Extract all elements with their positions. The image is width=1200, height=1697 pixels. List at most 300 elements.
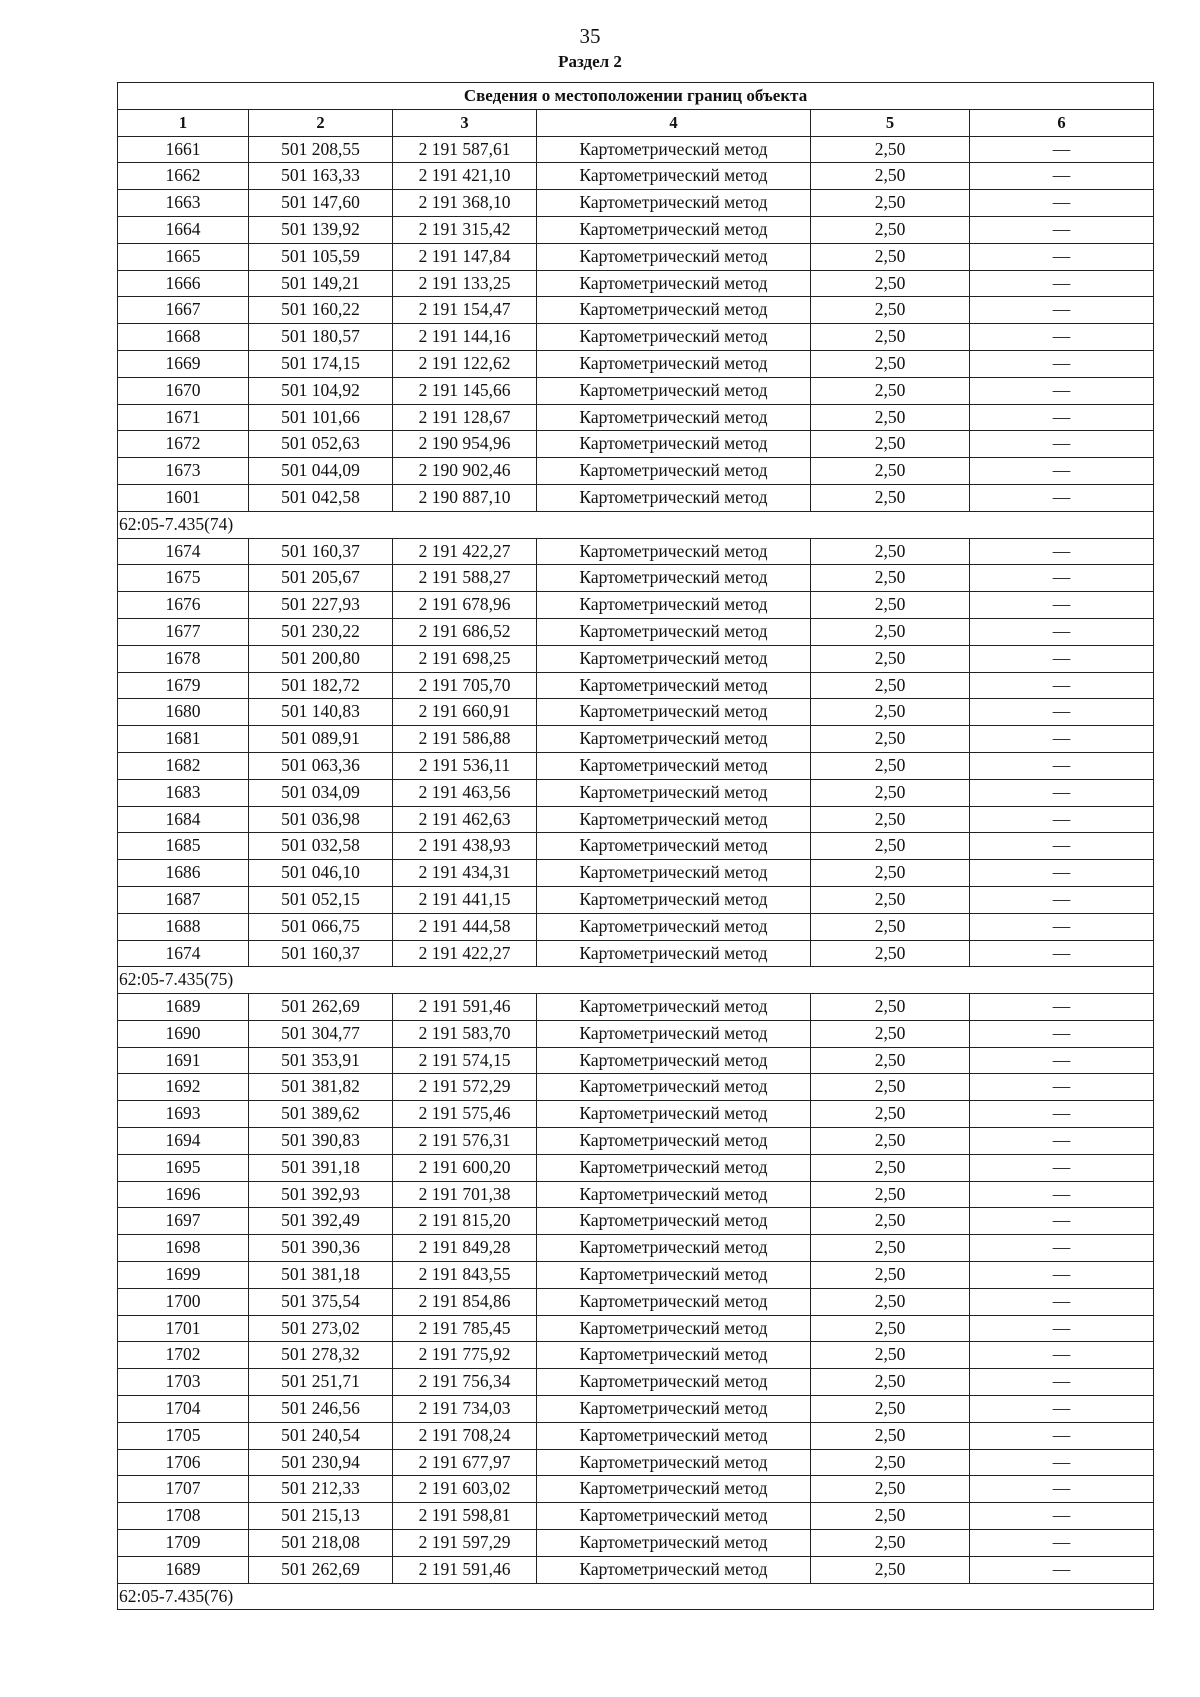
point-number-cell: 1684: [118, 806, 249, 833]
accuracy-cell: 2,50: [811, 592, 970, 619]
y-coordinate-cell: 2 191 441,15: [393, 886, 537, 913]
method-cell: Картометрический метод: [537, 1235, 811, 1262]
y-coordinate-cell: 2 191 438,93: [393, 833, 537, 860]
group-row: [118, 967, 1154, 994]
method-cell: Картометрический метод: [537, 618, 811, 645]
column-6-cell: —: [970, 1449, 1154, 1476]
y-coordinate-cell: 2 190 902,46: [393, 458, 537, 485]
point-number-cell: 1664: [118, 216, 249, 243]
column-header: 5: [811, 109, 970, 136]
table-row: [118, 860, 1154, 887]
column-6-cell: —: [970, 1101, 1154, 1128]
accuracy-cell: 2,50: [811, 1154, 970, 1181]
column-6-cell: —: [970, 1074, 1154, 1101]
accuracy-cell: 2,50: [811, 1396, 970, 1423]
method-cell: Картометрический метод: [537, 190, 811, 217]
accuracy-cell: 2,50: [811, 270, 970, 297]
point-number-cell: 1709: [118, 1530, 249, 1557]
method-cell: Картометрический метод: [537, 1315, 811, 1342]
table-row: [118, 833, 1154, 860]
y-coordinate-cell: 2 191 591,46: [393, 994, 537, 1021]
column-6-cell: —: [970, 1235, 1154, 1262]
method-cell: Картометрический метод: [537, 1101, 811, 1128]
boundary-coordinates-table: [117, 82, 1154, 1610]
point-number-cell: 1702: [118, 1342, 249, 1369]
x-coordinate-cell: 501 262,69: [249, 1556, 393, 1583]
x-coordinate-cell: 501 392,93: [249, 1181, 393, 1208]
table-row: [118, 484, 1154, 511]
table-row: [118, 806, 1154, 833]
x-coordinate-cell: 501 390,36: [249, 1235, 393, 1262]
point-number-cell: 1665: [118, 243, 249, 270]
x-coordinate-cell: 501 218,08: [249, 1530, 393, 1557]
y-coordinate-cell: 2 191 154,47: [393, 297, 537, 324]
group-row: [118, 511, 1154, 538]
column-6-cell: —: [970, 458, 1154, 485]
table-row: [118, 377, 1154, 404]
column-6-cell: —: [970, 1181, 1154, 1208]
y-coordinate-cell: 2 191 843,55: [393, 1262, 537, 1289]
table-row: [118, 404, 1154, 431]
x-coordinate-cell: 501 304,77: [249, 1020, 393, 1047]
x-coordinate-cell: 501 063,36: [249, 752, 393, 779]
column-6-cell: —: [970, 216, 1154, 243]
accuracy-cell: 2,50: [811, 377, 970, 404]
point-number-cell: 1670: [118, 377, 249, 404]
column-6-cell: —: [970, 1208, 1154, 1235]
table-title: Сведения о местоположении границ объекта: [118, 83, 1154, 110]
accuracy-cell: 2,50: [811, 1556, 970, 1583]
point-number-cell: 1700: [118, 1288, 249, 1315]
y-coordinate-cell: 2 191 603,02: [393, 1476, 537, 1503]
accuracy-cell: 2,50: [811, 1449, 970, 1476]
accuracy-cell: 2,50: [811, 618, 970, 645]
method-cell: Картометрический метод: [537, 350, 811, 377]
table-row: [118, 1235, 1154, 1262]
method-cell: Картометрический метод: [537, 377, 811, 404]
x-coordinate-cell: 501 381,82: [249, 1074, 393, 1101]
table-row: [118, 1101, 1154, 1128]
column-6-cell: —: [970, 431, 1154, 458]
column-6-cell: —: [970, 1315, 1154, 1342]
point-number-cell: 1703: [118, 1369, 249, 1396]
column-6-cell: —: [970, 324, 1154, 351]
point-number-cell: 1683: [118, 779, 249, 806]
accuracy-cell: 2,50: [811, 1235, 970, 1262]
table-row: [118, 913, 1154, 940]
point-number-cell: 1690: [118, 1020, 249, 1047]
x-coordinate-cell: 501 227,93: [249, 592, 393, 619]
table-row: [118, 324, 1154, 351]
method-cell: Картометрический метод: [537, 1208, 811, 1235]
column-6-cell: —: [970, 538, 1154, 565]
method-cell: Картометрический метод: [537, 1369, 811, 1396]
table-row: [118, 1262, 1154, 1289]
accuracy-cell: 2,50: [811, 1208, 970, 1235]
table-row: [118, 1074, 1154, 1101]
group-row: [118, 1583, 1154, 1610]
accuracy-cell: 2,50: [811, 940, 970, 967]
cadastral-group-label: 62:05-7.435(75): [118, 967, 1154, 994]
y-coordinate-cell: 2 191 849,28: [393, 1235, 537, 1262]
x-coordinate-cell: 501 182,72: [249, 672, 393, 699]
accuracy-cell: 2,50: [811, 1101, 970, 1128]
y-coordinate-cell: 2 191 444,58: [393, 913, 537, 940]
table-row: [118, 752, 1154, 779]
accuracy-cell: 2,50: [811, 216, 970, 243]
column-6-cell: —: [970, 190, 1154, 217]
column-6-cell: —: [970, 913, 1154, 940]
column-header: 3: [393, 109, 537, 136]
table-row: [118, 136, 1154, 163]
x-coordinate-cell: 501 160,37: [249, 538, 393, 565]
table-row: [118, 699, 1154, 726]
table-row: [118, 1154, 1154, 1181]
column-6-cell: —: [970, 1422, 1154, 1449]
point-number-cell: 1679: [118, 672, 249, 699]
column-6-cell: —: [970, 163, 1154, 190]
y-coordinate-cell: 2 191 734,03: [393, 1396, 537, 1423]
y-coordinate-cell: 2 191 147,84: [393, 243, 537, 270]
accuracy-cell: 2,50: [811, 1074, 970, 1101]
column-6-cell: —: [970, 1369, 1154, 1396]
table-row: [118, 1315, 1154, 1342]
x-coordinate-cell: 501 052,63: [249, 431, 393, 458]
x-coordinate-cell: 501 147,60: [249, 190, 393, 217]
column-6-cell: —: [970, 618, 1154, 645]
column-6-cell: —: [970, 377, 1154, 404]
point-number-cell: 1704: [118, 1396, 249, 1423]
point-number-cell: 1689: [118, 1556, 249, 1583]
point-number-cell: 1675: [118, 565, 249, 592]
y-coordinate-cell: 2 191 422,27: [393, 940, 537, 967]
column-6-cell: —: [970, 940, 1154, 967]
accuracy-cell: 2,50: [811, 1342, 970, 1369]
point-number-cell: 1695: [118, 1154, 249, 1181]
accuracy-cell: 2,50: [811, 350, 970, 377]
column-6-cell: —: [970, 1262, 1154, 1289]
column-6-cell: —: [970, 1476, 1154, 1503]
point-number-cell: 1680: [118, 699, 249, 726]
accuracy-cell: 2,50: [811, 779, 970, 806]
y-coordinate-cell: 2 191 815,20: [393, 1208, 537, 1235]
point-number-cell: 1666: [118, 270, 249, 297]
method-cell: Картометрический метод: [537, 297, 811, 324]
table-row: [118, 1476, 1154, 1503]
column-6-cell: —: [970, 484, 1154, 511]
column-6-cell: —: [970, 565, 1154, 592]
point-number-cell: 1672: [118, 431, 249, 458]
x-coordinate-cell: 501 032,58: [249, 833, 393, 860]
accuracy-cell: 2,50: [811, 458, 970, 485]
column-6-cell: —: [970, 1556, 1154, 1583]
section-title: Раздел 2: [558, 52, 622, 71]
x-coordinate-cell: 501 104,92: [249, 377, 393, 404]
y-coordinate-cell: 2 191 588,27: [393, 565, 537, 592]
table-row: [118, 190, 1154, 217]
column-6-cell: —: [970, 297, 1154, 324]
accuracy-cell: 2,50: [811, 1315, 970, 1342]
method-cell: Картометрический метод: [537, 1074, 811, 1101]
accuracy-cell: 2,50: [811, 324, 970, 351]
y-coordinate-cell: 2 191 587,61: [393, 136, 537, 163]
column-6-cell: —: [970, 1342, 1154, 1369]
x-coordinate-cell: 501 391,18: [249, 1154, 393, 1181]
accuracy-cell: 2,50: [811, 833, 970, 860]
y-coordinate-cell: 2 191 315,42: [393, 216, 537, 243]
accuracy-cell: 2,50: [811, 404, 970, 431]
y-coordinate-cell: 2 191 708,24: [393, 1422, 537, 1449]
table-row: [118, 1342, 1154, 1369]
x-coordinate-cell: 501 381,18: [249, 1262, 393, 1289]
point-number-cell: 1707: [118, 1476, 249, 1503]
column-6-cell: —: [970, 350, 1154, 377]
method-cell: Картометрический метод: [537, 1154, 811, 1181]
method-cell: Картометрический метод: [537, 752, 811, 779]
point-number-cell: 1708: [118, 1503, 249, 1530]
y-coordinate-cell: 2 190 887,10: [393, 484, 537, 511]
column-6-cell: —: [970, 404, 1154, 431]
x-coordinate-cell: 501 174,15: [249, 350, 393, 377]
x-coordinate-cell: 501 208,55: [249, 136, 393, 163]
y-coordinate-cell: 2 191 133,25: [393, 270, 537, 297]
column-6-cell: —: [970, 1020, 1154, 1047]
method-cell: Картометрический метод: [537, 1449, 811, 1476]
y-coordinate-cell: 2 191 756,34: [393, 1369, 537, 1396]
x-coordinate-cell: 501 160,22: [249, 297, 393, 324]
y-coordinate-cell: 2 191 698,25: [393, 645, 537, 672]
accuracy-cell: 2,50: [811, 136, 970, 163]
method-cell: Картометрический метод: [537, 1047, 811, 1074]
point-number-cell: 1677: [118, 618, 249, 645]
x-coordinate-cell: 501 389,62: [249, 1101, 393, 1128]
y-coordinate-cell: 2 191 572,29: [393, 1074, 537, 1101]
point-number-cell: 1698: [118, 1235, 249, 1262]
x-coordinate-cell: 501 205,67: [249, 565, 393, 592]
method-cell: Картометрический метод: [537, 1288, 811, 1315]
point-number-cell: 1668: [118, 324, 249, 351]
y-coordinate-cell: 2 191 576,31: [393, 1128, 537, 1155]
point-number-cell: 1692: [118, 1074, 249, 1101]
column-6-cell: —: [970, 1154, 1154, 1181]
table-row: [118, 1422, 1154, 1449]
x-coordinate-cell: 501 034,09: [249, 779, 393, 806]
y-coordinate-cell: 2 191 775,92: [393, 1342, 537, 1369]
method-cell: Картометрический метод: [537, 565, 811, 592]
point-number-cell: 1681: [118, 726, 249, 753]
table-row: [118, 645, 1154, 672]
y-coordinate-cell: 2 191 422,27: [393, 538, 537, 565]
point-number-cell: 1663: [118, 190, 249, 217]
column-header: 1: [118, 109, 249, 136]
y-coordinate-cell: 2 191 785,45: [393, 1315, 537, 1342]
accuracy-cell: 2,50: [811, 699, 970, 726]
y-coordinate-cell: 2 191 434,31: [393, 860, 537, 887]
table-row: [118, 350, 1154, 377]
x-coordinate-cell: 501 101,66: [249, 404, 393, 431]
table-row: [118, 1556, 1154, 1583]
accuracy-cell: 2,50: [811, 243, 970, 270]
column-6-cell: —: [970, 779, 1154, 806]
x-coordinate-cell: 501 230,22: [249, 618, 393, 645]
page-number: 35: [579, 24, 601, 48]
x-coordinate-cell: 501 251,71: [249, 1369, 393, 1396]
table-row: [118, 458, 1154, 485]
point-number-cell: 1678: [118, 645, 249, 672]
point-number-cell: 1676: [118, 592, 249, 619]
x-coordinate-cell: 501 163,33: [249, 163, 393, 190]
cadastral-group-label: 62:05-7.435(76): [118, 1583, 1154, 1610]
method-cell: Картометрический метод: [537, 270, 811, 297]
y-coordinate-cell: 2 191 536,11: [393, 752, 537, 779]
column-6-cell: —: [970, 994, 1154, 1021]
cadastral-group-label: 62:05-7.435(74): [118, 511, 1154, 538]
column-6-cell: —: [970, 1503, 1154, 1530]
table-header: [118, 83, 1154, 137]
table-row: [118, 431, 1154, 458]
column-6-cell: —: [970, 752, 1154, 779]
accuracy-cell: 2,50: [811, 297, 970, 324]
y-coordinate-cell: 2 191 591,46: [393, 1556, 537, 1583]
point-number-cell: 1694: [118, 1128, 249, 1155]
table-row: [118, 994, 1154, 1021]
table-row: [118, 1020, 1154, 1047]
point-number-cell: 1701: [118, 1315, 249, 1342]
table-body: [118, 136, 1154, 1610]
column-6-cell: —: [970, 672, 1154, 699]
y-coordinate-cell: 2 191 660,91: [393, 699, 537, 726]
accuracy-cell: 2,50: [811, 1503, 970, 1530]
method-cell: Картометрический метод: [537, 886, 811, 913]
accuracy-cell: 2,50: [811, 1020, 970, 1047]
point-number-cell: 1674: [118, 538, 249, 565]
y-coordinate-cell: 2 190 954,96: [393, 431, 537, 458]
accuracy-cell: 2,50: [811, 994, 970, 1021]
y-coordinate-cell: 2 191 586,88: [393, 726, 537, 753]
point-number-cell: 1682: [118, 752, 249, 779]
y-coordinate-cell: 2 191 122,62: [393, 350, 537, 377]
column-6-cell: —: [970, 886, 1154, 913]
point-number-cell: 1697: [118, 1208, 249, 1235]
table-row: [118, 779, 1154, 806]
column-6-cell: —: [970, 860, 1154, 887]
x-coordinate-cell: 501 262,69: [249, 994, 393, 1021]
y-coordinate-cell: 2 191 421,10: [393, 163, 537, 190]
table-row: [118, 270, 1154, 297]
y-coordinate-cell: 2 191 574,15: [393, 1047, 537, 1074]
column-6-cell: —: [970, 592, 1154, 619]
y-coordinate-cell: 2 191 583,70: [393, 1020, 537, 1047]
column-header: 6: [970, 109, 1154, 136]
point-number-cell: 1706: [118, 1449, 249, 1476]
method-cell: Картометрический метод: [537, 645, 811, 672]
table-row: [118, 538, 1154, 565]
y-coordinate-cell: 2 191 701,38: [393, 1181, 537, 1208]
x-coordinate-cell: 501 089,91: [249, 726, 393, 753]
x-coordinate-cell: 501 215,13: [249, 1503, 393, 1530]
table-row: [118, 565, 1154, 592]
method-cell: Картометрический метод: [537, 216, 811, 243]
x-coordinate-cell: 501 375,54: [249, 1288, 393, 1315]
column-6-cell: —: [970, 726, 1154, 753]
method-cell: Картометрический метод: [537, 913, 811, 940]
accuracy-cell: 2,50: [811, 1181, 970, 1208]
method-cell: Картометрический метод: [537, 243, 811, 270]
method-cell: Картометрический метод: [537, 1530, 811, 1557]
point-number-cell: 1689: [118, 994, 249, 1021]
y-coordinate-cell: 2 191 686,52: [393, 618, 537, 645]
x-coordinate-cell: 501 139,92: [249, 216, 393, 243]
x-coordinate-cell: 501 240,54: [249, 1422, 393, 1449]
method-cell: Картометрический метод: [537, 1020, 811, 1047]
column-6-cell: —: [970, 243, 1154, 270]
x-coordinate-cell: 501 278,32: [249, 1342, 393, 1369]
accuracy-cell: 2,50: [811, 1369, 970, 1396]
accuracy-cell: 2,50: [811, 1530, 970, 1557]
point-number-cell: 1667: [118, 297, 249, 324]
point-number-cell: 1705: [118, 1422, 249, 1449]
y-coordinate-cell: 2 191 705,70: [393, 672, 537, 699]
point-number-cell: 1688: [118, 913, 249, 940]
x-coordinate-cell: 501 180,57: [249, 324, 393, 351]
point-number-cell: 1691: [118, 1047, 249, 1074]
column-6-cell: —: [970, 270, 1154, 297]
accuracy-cell: 2,50: [811, 860, 970, 887]
table-row: [118, 886, 1154, 913]
method-cell: Картометрический метод: [537, 672, 811, 699]
y-coordinate-cell: 2 191 368,10: [393, 190, 537, 217]
method-cell: Картометрический метод: [537, 806, 811, 833]
column-6-cell: —: [970, 1047, 1154, 1074]
accuracy-cell: 2,50: [811, 538, 970, 565]
table-row: [118, 1047, 1154, 1074]
column-6-cell: —: [970, 1288, 1154, 1315]
method-cell: Картометрический метод: [537, 699, 811, 726]
column-6-cell: —: [970, 833, 1154, 860]
y-coordinate-cell: 2 191 575,46: [393, 1101, 537, 1128]
table-row: [118, 592, 1154, 619]
accuracy-cell: 2,50: [811, 913, 970, 940]
y-coordinate-cell: 2 191 144,16: [393, 324, 537, 351]
table-row: [118, 1208, 1154, 1235]
method-cell: Картометрический метод: [537, 779, 811, 806]
table-row: [118, 940, 1154, 967]
accuracy-cell: 2,50: [811, 645, 970, 672]
accuracy-cell: 2,50: [811, 1422, 970, 1449]
method-cell: Картометрический метод: [537, 940, 811, 967]
column-6-cell: —: [970, 645, 1154, 672]
y-coordinate-cell: 2 191 463,56: [393, 779, 537, 806]
point-number-cell: 1685: [118, 833, 249, 860]
method-cell: Картометрический метод: [537, 860, 811, 887]
accuracy-cell: 2,50: [811, 1476, 970, 1503]
method-cell: Картометрический метод: [537, 484, 811, 511]
y-coordinate-cell: 2 191 145,66: [393, 377, 537, 404]
x-coordinate-cell: 501 036,98: [249, 806, 393, 833]
method-cell: Картометрический метод: [537, 726, 811, 753]
y-coordinate-cell: 2 191 854,86: [393, 1288, 537, 1315]
table-row: [118, 297, 1154, 324]
x-coordinate-cell: 501 160,37: [249, 940, 393, 967]
method-cell: Картометрический метод: [537, 538, 811, 565]
table-row: [118, 618, 1154, 645]
x-coordinate-cell: 501 390,83: [249, 1128, 393, 1155]
table-row: [118, 243, 1154, 270]
table-row: [118, 1503, 1154, 1530]
accuracy-cell: 2,50: [811, 1047, 970, 1074]
point-number-cell: 1662: [118, 163, 249, 190]
x-coordinate-cell: 501 212,33: [249, 1476, 393, 1503]
